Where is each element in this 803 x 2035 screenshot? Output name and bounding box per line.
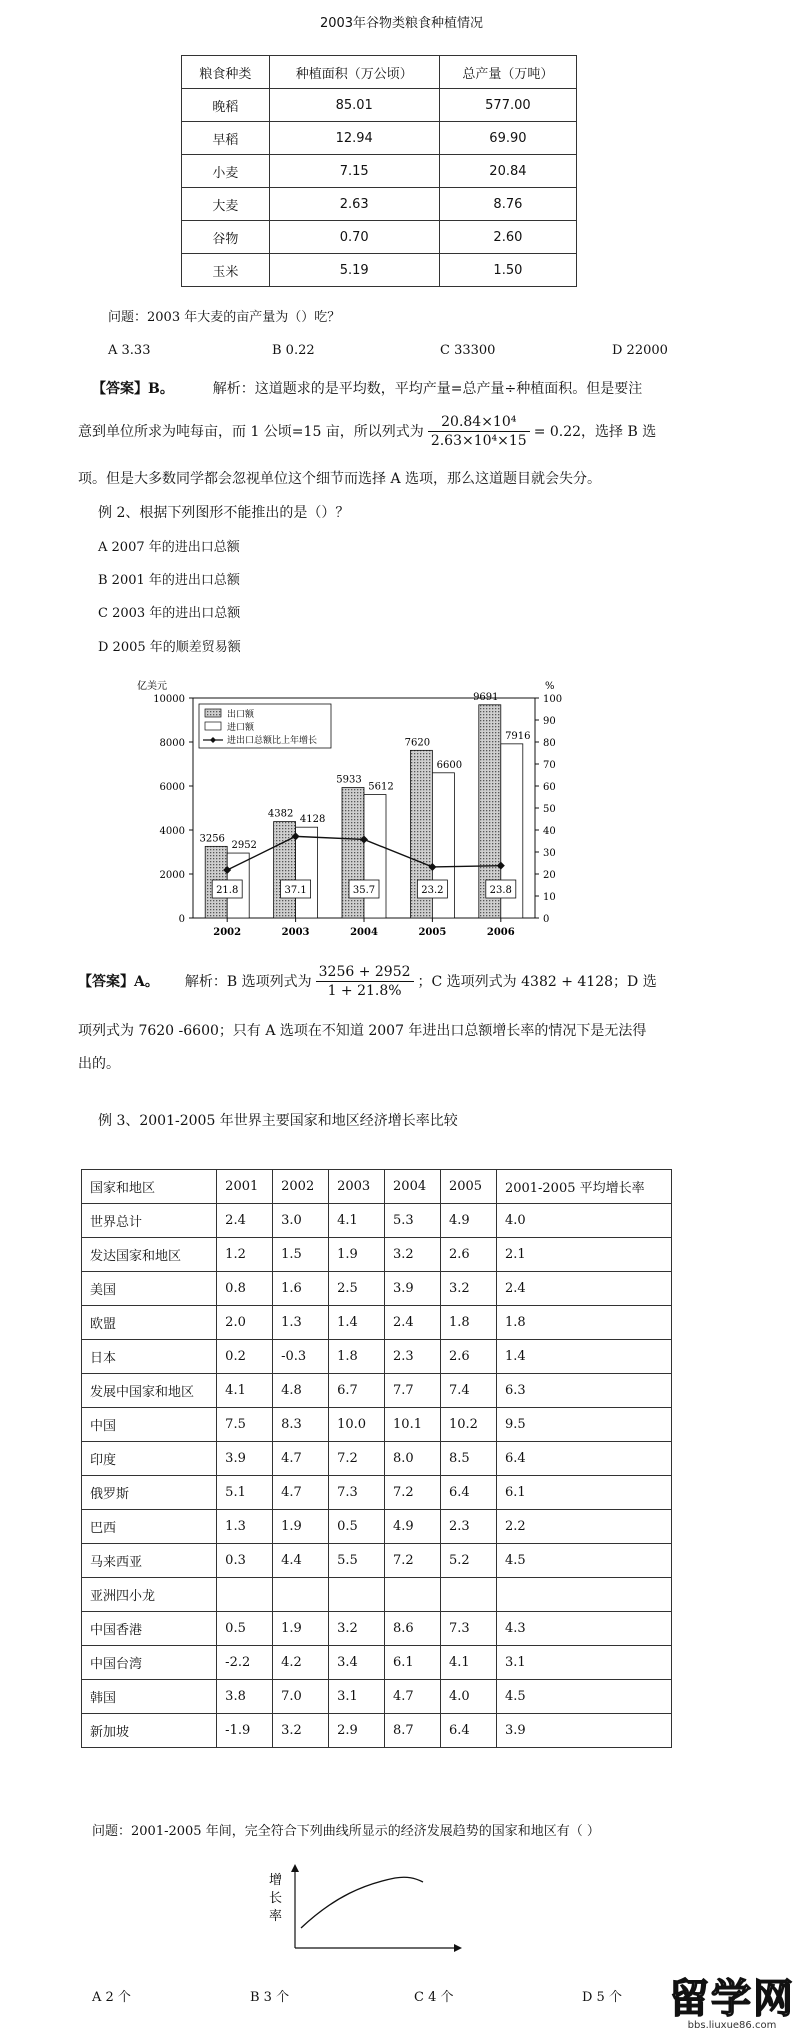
growth-cell: 1.9 (273, 1612, 329, 1646)
growth-cell: 发展中国家和地区 (82, 1374, 217, 1408)
chart-tick-label-right: 0 (543, 914, 550, 925)
growth-cell: 0.8 (217, 1272, 273, 1306)
q3-option-b: B 3 个 (250, 1990, 290, 2005)
growth-cell: 7.7 (385, 1374, 441, 1408)
q1-fraction (428, 414, 530, 449)
growth-cell: 4.5 (496, 1544, 671, 1578)
growth-cell: 4.9 (440, 1204, 496, 1238)
growth-cell: -0.3 (273, 1340, 329, 1374)
growth-cell (273, 1578, 329, 1612)
grain-cell: 谷物 (182, 221, 270, 254)
import-value-label: 7916 (505, 730, 531, 742)
growth-cell: 8.5 (440, 1442, 496, 1476)
chart-tick-label-right: 40 (543, 826, 556, 837)
grain-header-cell: 粮食种类 (182, 56, 270, 89)
growth-cell: 6.1 (385, 1646, 441, 1680)
q2-explain-d: 出的。 (78, 1056, 120, 1072)
grain-cell: 2.63 (269, 188, 439, 221)
q2-option-b: B 2001 年的进出口总额 (98, 573, 240, 588)
growth-cell: 3.2 (385, 1238, 441, 1272)
growth-cell: 8.0 (385, 1442, 441, 1476)
growth-cell: 3.9 (217, 1442, 273, 1476)
growth-cell: 3.8 (217, 1680, 273, 1714)
growth-cell: 8.3 (273, 1408, 329, 1442)
growth-cell: 0.2 (217, 1340, 273, 1374)
chart-tick-label-left: 0 (178, 914, 185, 925)
legend-label-import: 进口额 (227, 723, 255, 733)
trend-curve (301, 1877, 423, 1928)
q2-answer-line1 (78, 958, 657, 1004)
growth-cell: 4.7 (385, 1680, 441, 1714)
growth-table (81, 1169, 672, 1748)
grain-cell: 玉米 (182, 254, 270, 287)
chart-tick-label-left: 6000 (159, 782, 185, 793)
q3-question: 问题：2001-2005 年间，完全符合下列曲线所显示的经济发展趋势的国家和地区有（ ） (92, 1824, 600, 1839)
growth-cell: 7.3 (329, 1476, 385, 1510)
chart-tick-label-right: 80 (543, 738, 556, 749)
growth-cell: 5.2 (440, 1544, 496, 1578)
q1-option-d: D 22000 (612, 343, 668, 358)
growth-value-label: 23.2 (421, 885, 444, 896)
growth-row (82, 1238, 672, 1272)
q2-answer-tag: 【答案】A。 (78, 974, 159, 990)
grain-cell: 12.94 (269, 122, 439, 155)
legend-label-growth: 进出口总额比上年增长 (227, 736, 318, 746)
curve-y-arrow (291, 1864, 299, 1872)
grain-row (182, 254, 577, 287)
trade-chart (135, 678, 575, 950)
growth-cell (496, 1578, 671, 1612)
growth-cell: 2.4 (496, 1272, 671, 1306)
export-value-label: 7620 (404, 737, 431, 749)
export-bar (342, 787, 364, 918)
growth-cell: 5.1 (217, 1476, 273, 1510)
chart-tick-label-left: 8000 (159, 738, 185, 749)
growth-cell: 1.5 (273, 1238, 329, 1272)
q1-fraction-num: 20.84×10⁴ (428, 414, 530, 432)
import-value-label: 5612 (368, 781, 394, 793)
growth-cell: 6.4 (496, 1442, 671, 1476)
growth-cell: 6.3 (496, 1374, 671, 1408)
q2-explain-c: 项列式为 7620 -6600；只有 A 选项在不知道 2007 年进出口总额增长率的情况下是无法得 (78, 1023, 647, 1039)
grain-table (181, 55, 577, 287)
growth-header-cell: 2001 (217, 1170, 273, 1204)
growth-cell: -1.9 (217, 1714, 273, 1748)
growth-cell: 俄罗斯 (82, 1476, 217, 1510)
q1-option-c: C 33300 (440, 343, 496, 358)
q3-option-d: D 5 个 (582, 1990, 622, 2005)
grain-cell: 小麦 (182, 155, 270, 188)
growth-cell: 3.1 (496, 1646, 671, 1680)
grain-cell: 7.15 (269, 155, 439, 188)
grain-cell: 8.76 (439, 188, 576, 221)
growth-cell: 4.7 (273, 1442, 329, 1476)
growth-cell: 1.9 (329, 1238, 385, 1272)
growth-row (82, 1714, 672, 1748)
growth-cell: 6.4 (440, 1714, 496, 1748)
growth-cell: 0.5 (217, 1612, 273, 1646)
export-value-label: 4382 (267, 808, 294, 820)
growth-cell: 8.7 (385, 1714, 441, 1748)
curve-x-arrow (454, 1944, 462, 1952)
growth-row (82, 1442, 672, 1476)
chart-tick-label-right: 30 (543, 848, 556, 859)
q1-fraction-den: 2.63×10⁴×15 (430, 432, 527, 449)
q3-option-c: C 4 个 (414, 1990, 454, 2005)
grain-cell: 85.01 (269, 89, 439, 122)
chart-category-label: 2005 (418, 927, 447, 938)
growth-cell: 3.9 (496, 1714, 671, 1748)
growth-cell (217, 1578, 273, 1612)
chart-tick-label-right: 70 (543, 760, 556, 771)
chart-tick-label-right: 20 (543, 870, 556, 881)
growth-row (82, 1578, 672, 1612)
grain-row (182, 188, 577, 221)
growth-cell: 1.4 (496, 1340, 671, 1374)
legend-label-export: 出口额 (227, 710, 255, 720)
growth-cell: 5.5 (329, 1544, 385, 1578)
growth-header-cell: 2003 (329, 1170, 385, 1204)
growth-cell: 中国 (82, 1408, 217, 1442)
growth-cell: 10.1 (385, 1408, 441, 1442)
trend-curve-figure (255, 1856, 465, 1971)
growth-value-label: 21.8 (216, 885, 239, 896)
export-value-label: 9691 (473, 691, 499, 703)
growth-row (82, 1544, 672, 1578)
chart-tick-label-right: 100 (543, 694, 563, 705)
grain-row (182, 155, 577, 188)
chart-tick-label-left: 10000 (153, 694, 185, 705)
grain-cell: 69.90 (439, 122, 576, 155)
export-value-label: 3256 (199, 833, 225, 845)
growth-cell: 3.1 (329, 1680, 385, 1714)
growth-header-cell: 国家和地区 (82, 1170, 217, 1204)
export-value-label: 5933 (336, 774, 362, 786)
chart-ylabel-right: % (545, 681, 555, 692)
growth-cell: 2.9 (329, 1714, 385, 1748)
growth-row (82, 1510, 672, 1544)
growth-cell: 2.5 (329, 1272, 385, 1306)
watermark-url: bbs.liuxue86.com (687, 2020, 777, 2031)
growth-cell: 7.2 (385, 1476, 441, 1510)
chart-tick-label-left: 4000 (159, 826, 185, 837)
grain-cell: 1.50 (439, 254, 576, 287)
growth-value-label: 37.1 (284, 885, 307, 896)
growth-cell: 1.3 (273, 1306, 329, 1340)
chart-tick-label-right: 50 (543, 804, 556, 815)
growth-row (82, 1306, 672, 1340)
growth-cell: 9.5 (496, 1408, 671, 1442)
growth-cell: 巴西 (82, 1510, 217, 1544)
grain-cell: 577.00 (439, 89, 576, 122)
growth-cell: 3.9 (385, 1272, 441, 1306)
growth-cell: 7.5 (217, 1408, 273, 1442)
site-watermark (669, 1976, 795, 2031)
q2-option-d: D 2005 年的顺差贸易额 (98, 640, 241, 655)
growth-cell: 7.0 (273, 1680, 329, 1714)
growth-cell: 7.2 (385, 1544, 441, 1578)
growth-cell: 3.2 (440, 1272, 496, 1306)
growth-row (82, 1374, 672, 1408)
chart-category-label: 2006 (486, 927, 515, 938)
legend-swatch-export (205, 709, 221, 717)
growth-cell: 6.1 (496, 1476, 671, 1510)
growth-cell: 美国 (82, 1272, 217, 1306)
growth-cell: 1.8 (496, 1306, 671, 1340)
growth-cell: 4.7 (273, 1476, 329, 1510)
grain-row (182, 221, 577, 254)
grain-cell: 早稻 (182, 122, 270, 155)
chart-tick-label-right: 10 (543, 892, 556, 903)
import-bar (364, 795, 386, 918)
growth-cell: 中国香港 (82, 1612, 217, 1646)
growth-cell: 7.3 (440, 1612, 496, 1646)
grain-cell: 2.60 (439, 221, 576, 254)
q2-explain-a: 解析：B 选项列式为 (184, 974, 312, 990)
growth-cell: 6.4 (440, 1476, 496, 1510)
q1-option-a: A 3.33 (108, 343, 151, 358)
growth-cell: 1.3 (217, 1510, 273, 1544)
growth-cell: -2.2 (217, 1646, 273, 1680)
growth-header-row (82, 1170, 672, 1204)
chart-ylabel-left: 亿美元 (137, 681, 167, 692)
import-value-label: 2952 (231, 840, 257, 852)
growth-cell: 2.6 (440, 1238, 496, 1272)
grain-cell: 5.19 (269, 254, 439, 287)
q1-fraction-result: = 0.22，选择 B 选 (533, 424, 657, 440)
growth-cell: 0.5 (329, 1510, 385, 1544)
growth-row (82, 1612, 672, 1646)
growth-cell: 10.2 (440, 1408, 496, 1442)
q3-title: 例 3、2001-2005 年世界主要国家和地区经济增长率比较 (98, 1113, 458, 1129)
growth-cell: 韩国 (82, 1680, 217, 1714)
grain-row (182, 89, 577, 122)
grain-row (182, 122, 577, 155)
chart-category-label: 2002 (213, 927, 242, 938)
growth-cell: 日本 (82, 1340, 217, 1374)
q2-fraction-den: 1 + 21.8% (327, 982, 402, 999)
growth-cell: 2.6 (440, 1340, 496, 1374)
growth-cell: 发达国家和地区 (82, 1238, 217, 1272)
chart-tick-label-right: 90 (543, 716, 556, 727)
growth-cell: 2.3 (440, 1510, 496, 1544)
growth-cell: 2.4 (385, 1306, 441, 1340)
growth-cell (440, 1578, 496, 1612)
grain-header-cell: 总产量（万吨） (439, 56, 576, 89)
q1-explain-2: 意到单位所求为吨每亩，而 1 公顷=15 亩，所以列式为 (78, 424, 424, 440)
q1-explain-3: 项。但是大多数同学都会忽视单位这个细节而选择 A 选项，那么这道题目就会失分。 (78, 471, 602, 487)
q1-question: 问题：2003 年大麦的亩产量为（）吃？ (108, 310, 341, 325)
growth-cell: 1.2 (217, 1238, 273, 1272)
growth-cell: 7.4 (440, 1374, 496, 1408)
growth-cell: 印度 (82, 1442, 217, 1476)
growth-header-cell: 2002 (273, 1170, 329, 1204)
q2-explain-b: ；C 选项列式为 4382 + 4128；D 选 (417, 974, 657, 990)
growth-header-cell: 2001-2005 平均增长率 (496, 1170, 671, 1204)
watermark-logo: 留学网 (669, 1976, 795, 2022)
growth-cell: 4.0 (440, 1680, 496, 1714)
growth-value-label: 23.8 (489, 885, 512, 896)
q2-option-a: A 2007 年的进出口总额 (98, 540, 240, 555)
q2-option-c: C 2003 年的进出口总额 (98, 606, 241, 621)
growth-cell: 3.2 (329, 1612, 385, 1646)
q1-explain-line2 (78, 407, 656, 455)
q2-fraction-num: 3256 + 2952 (316, 964, 414, 982)
grain-header-cell: 种植面积（万公顷） (269, 56, 439, 89)
growth-cell: 4.2 (273, 1646, 329, 1680)
growth-row (82, 1272, 672, 1306)
growth-cell: 5.3 (385, 1204, 441, 1238)
q1-option-b: B 0.22 (272, 343, 315, 358)
table1-title: 2003年谷物类粮食种植情况 (319, 16, 484, 31)
growth-row (82, 1408, 672, 1442)
q1-answer-tag: 【答案】B。 (92, 381, 174, 397)
growth-cell: 4.9 (385, 1510, 441, 1544)
q1-answer-line (92, 378, 642, 398)
grain-cell: 大麦 (182, 188, 270, 221)
chart-tick-label-right: 60 (543, 782, 556, 793)
grain-cell: 0.70 (269, 221, 439, 254)
growth-header-cell: 2004 (385, 1170, 441, 1204)
growth-row (82, 1204, 672, 1238)
growth-value-label: 35.7 (352, 885, 376, 896)
import-value-label: 6600 (436, 759, 463, 771)
growth-cell: 4.1 (440, 1646, 496, 1680)
growth-row (82, 1340, 672, 1374)
growth-cell: 2.1 (496, 1238, 671, 1272)
chart-category-label: 2004 (350, 927, 378, 938)
growth-cell: 2.2 (496, 1510, 671, 1544)
growth-cell: 4.0 (496, 1204, 671, 1238)
growth-cell: 4.3 (496, 1612, 671, 1646)
q1-explain-1: 解析：这道题求的是平均数，平均产量=总产量÷种植面积。但是要注 (212, 381, 643, 397)
q2-fraction (316, 964, 414, 999)
growth-cell (385, 1578, 441, 1612)
growth-cell: 3.4 (329, 1646, 385, 1680)
growth-cell: 1.9 (273, 1510, 329, 1544)
q2-title: 例 2、根据下列图形不能推出的是（）？ (98, 505, 350, 521)
growth-header-cell: 2005 (440, 1170, 496, 1204)
curve-ylabel: 增长率 (269, 1873, 283, 1924)
growth-row (82, 1646, 672, 1680)
grain-header-row (182, 56, 577, 89)
q3-option-a: A 2 个 (92, 1990, 131, 2005)
growth-row (82, 1680, 672, 1714)
growth-cell: 1.8 (329, 1340, 385, 1374)
growth-cell: 4.5 (496, 1680, 671, 1714)
growth-cell: 2.0 (217, 1306, 273, 1340)
growth-cell: 3.2 (273, 1714, 329, 1748)
growth-row (82, 1476, 672, 1510)
growth-cell: 3.0 (273, 1204, 329, 1238)
grain-cell: 晚稻 (182, 89, 270, 122)
growth-cell: 4.1 (217, 1374, 273, 1408)
legend-swatch-import (205, 722, 221, 730)
growth-cell (329, 1578, 385, 1612)
growth-cell: 6.7 (329, 1374, 385, 1408)
chart-tick-label-left: 2000 (159, 870, 185, 881)
growth-cell: 10.0 (329, 1408, 385, 1442)
import-bar (296, 827, 318, 918)
growth-cell: 7.2 (329, 1442, 385, 1476)
growth-cell: 0.3 (217, 1544, 273, 1578)
growth-cell: 4.1 (329, 1204, 385, 1238)
growth-cell: 马来西亚 (82, 1544, 217, 1578)
growth-cell: 中国台湾 (82, 1646, 217, 1680)
import-value-label: 4128 (299, 814, 326, 826)
growth-cell: 新加坡 (82, 1714, 217, 1748)
growth-cell: 欧盟 (82, 1306, 217, 1340)
grain-cell: 20.84 (439, 155, 576, 188)
growth-cell: 8.6 (385, 1612, 441, 1646)
growth-cell: 2.4 (217, 1204, 273, 1238)
growth-cell: 1.4 (329, 1306, 385, 1340)
chart-category-label: 2003 (281, 927, 310, 938)
growth-cell: 4.4 (273, 1544, 329, 1578)
growth-cell: 2.3 (385, 1340, 441, 1374)
growth-cell: 世界总计 (82, 1204, 217, 1238)
growth-cell: 1.6 (273, 1272, 329, 1306)
growth-cell: 亚洲四小龙 (82, 1578, 217, 1612)
growth-cell: 1.8 (440, 1306, 496, 1340)
growth-cell: 4.8 (273, 1374, 329, 1408)
